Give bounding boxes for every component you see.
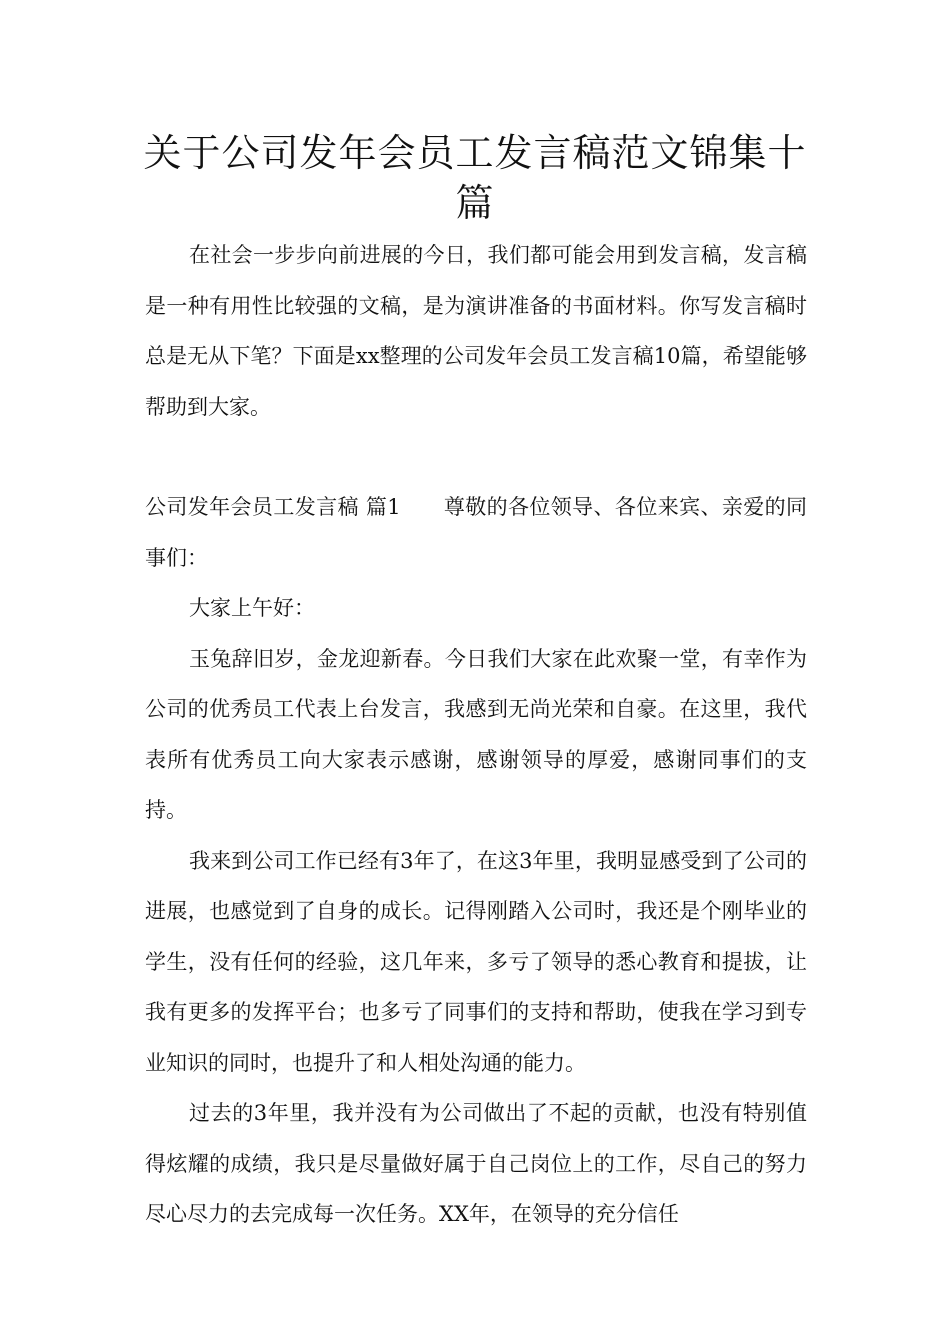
section-first-line xyxy=(145,482,807,583)
section-heading: 公司发年会员工发言稿 篇1 xyxy=(145,495,401,519)
body-paragraph-1: 玉兔辞旧岁，金龙迎新春。今日我们大家在此欢聚一堂，有幸作为公司的优秀员工代表上台发言，我感到无尚光荣和自豪。在这里，我代表所有优秀员工向大家表示感谢，感谢领导的厚爱，感谢同事们的支持。 xyxy=(145,646,807,822)
heading-spacer xyxy=(401,495,444,519)
intro-paragraph: 在社会一步步向前进展的今日，我们都可能会用到发言稿，发言稿是一种有用性比较强的文稿，是为演讲准备的书面材料。你写发言稿时总是无从下笔？下面是xx整理的公司发年会员工发言稿10篇，希望能够帮助到大家。 xyxy=(145,243,807,419)
document-body xyxy=(145,230,807,1240)
body-paragraph-3: 过去的3年里，我并没有为公司做出了不起的贡献，也没有特别值得炫耀的成绩，我只是尽量做好属于自己岗位上的工作，尽自己的努力尽心尽力的去完成每一次任务。XX年，在领导的充分信任 xyxy=(145,1101,807,1226)
greeting-paragraph: 大家上午好： xyxy=(189,596,315,620)
paragraph-gap xyxy=(145,432,807,482)
section-opening: 尊敬的各位领导、各位来宾、亲爱的同事们： xyxy=(145,495,808,570)
body-paragraph-2: 我来到公司工作已经有3年了，在这3年里，我明显感受到了公司的进展，也感觉到了自身的成长。记得刚踏入公司时，我还是个刚毕业的学生，没有任何的经验，这几年来，多亏了领导的悉心教育和提拔，让我有更多的发挥平台；也多亏了同事们的支持和帮助，使我在学习到专业知识的同时，也提升了和人相处沟通的能力。 xyxy=(145,848,807,1075)
document-title: 关于公司发年会员工发言稿范文锦集十篇 xyxy=(143,131,807,225)
